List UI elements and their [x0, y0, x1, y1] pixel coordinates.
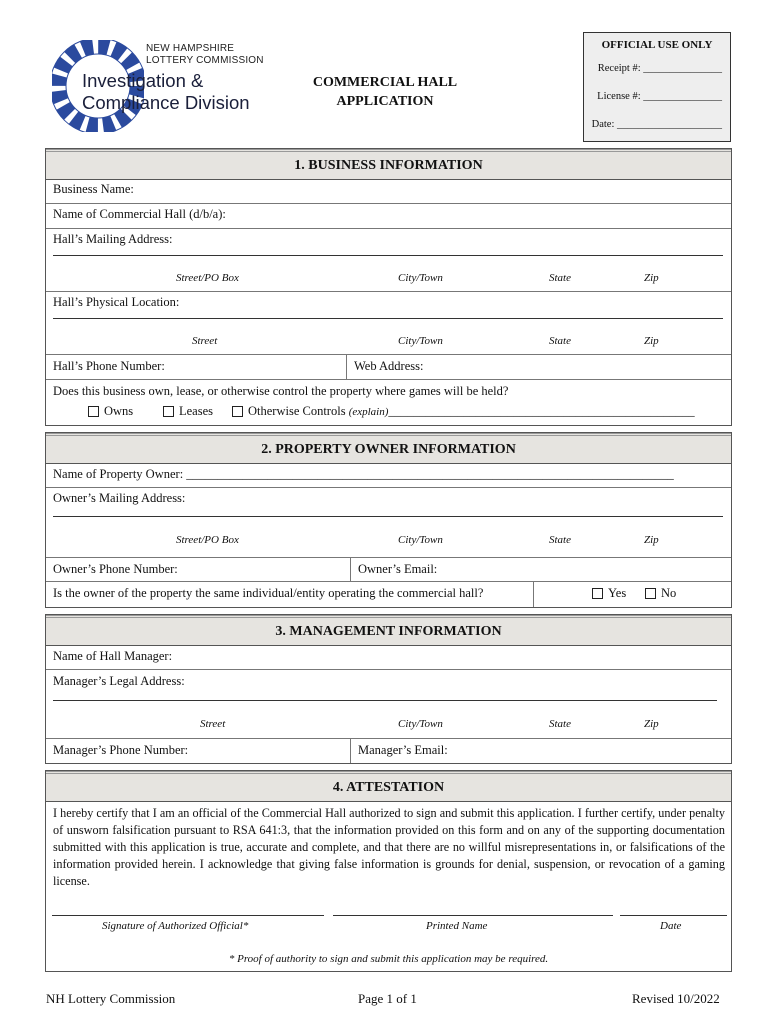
section-management-information: [45, 614, 732, 764]
manager-phone-field[interactable]: Manager’s Phone Number:: [53, 743, 189, 757]
option-yes[interactable]: [592, 586, 626, 601]
section-property-owner: [45, 432, 732, 608]
org-name: [146, 43, 264, 67]
option-owns[interactable]: [88, 404, 133, 419]
web-address-field[interactable]: Web Address:: [354, 359, 424, 373]
property-control-question: Does this business own, lease, or otherwise control the property where games will be held?: [53, 384, 509, 398]
receipt-field[interactable]: Receipt #: _______________: [597, 63, 722, 74]
option-no[interactable]: [645, 586, 676, 601]
owns-checkbox[interactable]: [88, 406, 99, 417]
owner-email-field[interactable]: Owner’s Email:: [358, 562, 438, 576]
dba-field[interactable]: Name of Commercial Hall (d/b/a):: [53, 207, 226, 221]
date-line[interactable]: [620, 915, 727, 916]
owner-phone-field[interactable]: Owner’s Phone Number:: [53, 562, 178, 576]
otherwise-label: Otherwise Controls: [248, 404, 346, 418]
property-owner-name-field[interactable]: Name of Property Owner: ______________________________________________________________________________: [53, 467, 674, 481]
section-1-heading: 1. BUSINESS INFORMATION: [46, 149, 731, 180]
owner-street-label: Street/PO Box: [176, 534, 239, 546]
mailing-city-label: City/Town: [398, 272, 443, 284]
physical-zip-label: Zip: [644, 335, 659, 347]
footer-org: NH Lottery Commission: [46, 991, 176, 1006]
physical-city-label: City/Town: [398, 335, 443, 347]
explain-note: (explain): [348, 406, 389, 418]
explain-line[interactable]: _________________________________________________: [388, 404, 695, 418]
logo: [52, 38, 272, 130]
manager-address-line[interactable]: [53, 700, 717, 701]
manager-legal-address-field[interactable]: Manager’s Legal Address:: [53, 674, 185, 688]
title-line-2: APPLICATION: [336, 94, 434, 109]
division-line-2: Compliance Division: [82, 92, 250, 113]
business-name-field[interactable]: Business Name:: [53, 182, 134, 196]
physical-state-label: State: [549, 335, 571, 347]
printed-name-label: Printed Name: [426, 920, 488, 932]
hall-physical-location-field[interactable]: Hall’s Physical Location:: [53, 295, 180, 309]
division-name: [82, 70, 250, 114]
title-line-1: COMMERCIAL HALL: [312, 75, 458, 90]
official-use-heading: OFFICIAL USE ONLY: [601, 39, 713, 51]
section-4-heading: 4. ATTESTATION: [46, 771, 731, 802]
manager-email-field[interactable]: Manager’s Email:: [358, 743, 448, 757]
manager-zip-label: Zip: [644, 718, 659, 730]
manager-city-label: City/Town: [398, 718, 443, 730]
yes-label: Yes: [608, 586, 627, 600]
form-title: [300, 73, 470, 111]
org-line-2: LOTTERY COMMISSION: [146, 55, 264, 66]
mailing-state-label: State: [549, 272, 571, 284]
section-3-heading: 3. MANAGEMENT INFORMATION: [46, 615, 731, 646]
otherwise-checkbox[interactable]: [232, 406, 243, 417]
manager-street-label: Street: [200, 718, 226, 730]
official-use-box: [583, 32, 731, 142]
owner-zip-label: Zip: [644, 534, 659, 546]
signature-line[interactable]: [52, 915, 324, 916]
date-label: Date: [660, 920, 682, 932]
leases-checkbox[interactable]: [163, 406, 174, 417]
hall-manager-name-field[interactable]: Name of Hall Manager:: [53, 649, 173, 663]
option-leases[interactable]: [163, 404, 213, 419]
section-business-information: [45, 148, 732, 426]
hall-mailing-address-field[interactable]: Hall’s Mailing Address:: [53, 232, 173, 246]
no-checkbox[interactable]: [645, 588, 656, 599]
physical-street-label: Street: [192, 335, 218, 347]
mailing-address-line[interactable]: [53, 255, 723, 256]
owner-mailing-address-field[interactable]: Owner’s Mailing Address:: [53, 491, 186, 505]
leases-label: Leases: [179, 404, 214, 418]
footer-revised-date: Revised 10/2022: [632, 991, 720, 1006]
owner-state-label: State: [549, 534, 571, 546]
physical-location-line[interactable]: [53, 318, 723, 319]
division-line-1: Investigation &: [82, 70, 204, 91]
manager-state-label: State: [549, 718, 571, 730]
same-owner-question: Is the owner of the property the same individual/entity operating the commercial hall?: [53, 586, 484, 600]
proof-of-authority-note: * Proof of authority to sign and submit this application may be required.: [228, 953, 549, 965]
owns-label: Owns: [104, 404, 134, 418]
owner-mailing-line[interactable]: [53, 516, 723, 517]
license-field[interactable]: License #: _______________: [597, 91, 722, 102]
signature-label: Signature of Authorized Official*: [102, 920, 249, 932]
section-2-heading: 2. PROPERTY OWNER INFORMATION: [46, 433, 731, 464]
hall-phone-field[interactable]: Hall’s Phone Number:: [53, 359, 165, 373]
footer-page-number: Page 1 of 1: [358, 991, 417, 1006]
mailing-street-label: Street/PO Box: [176, 272, 239, 284]
printed-name-line[interactable]: [333, 915, 613, 916]
mailing-zip-label: Zip: [644, 272, 659, 284]
option-otherwise[interactable]: [232, 404, 695, 419]
section-attestation: [45, 770, 732, 972]
official-date-field[interactable]: Date: ____________________: [591, 119, 722, 130]
no-label: No: [661, 586, 677, 600]
attestation-text: I hereby certify that I am an official of the Commercial Hall authorized to sign and submit this application. I further certify, under penalty of unsworn falsification pursuant to RSA 641:3, that the information provided on this form and on any of the supporting documentation submitted with this application is true, accurate and complete, and that there are no willful misrepresentations in, or falsifications of the information provided herein. I acknowledge that giving false information is grounds for denial, suspension, or revocation of a gaming license.: [53, 806, 725, 888]
yes-checkbox[interactable]: [592, 588, 603, 599]
owner-city-label: City/Town: [398, 534, 443, 546]
org-line-1: NEW HAMPSHIRE: [146, 43, 235, 54]
